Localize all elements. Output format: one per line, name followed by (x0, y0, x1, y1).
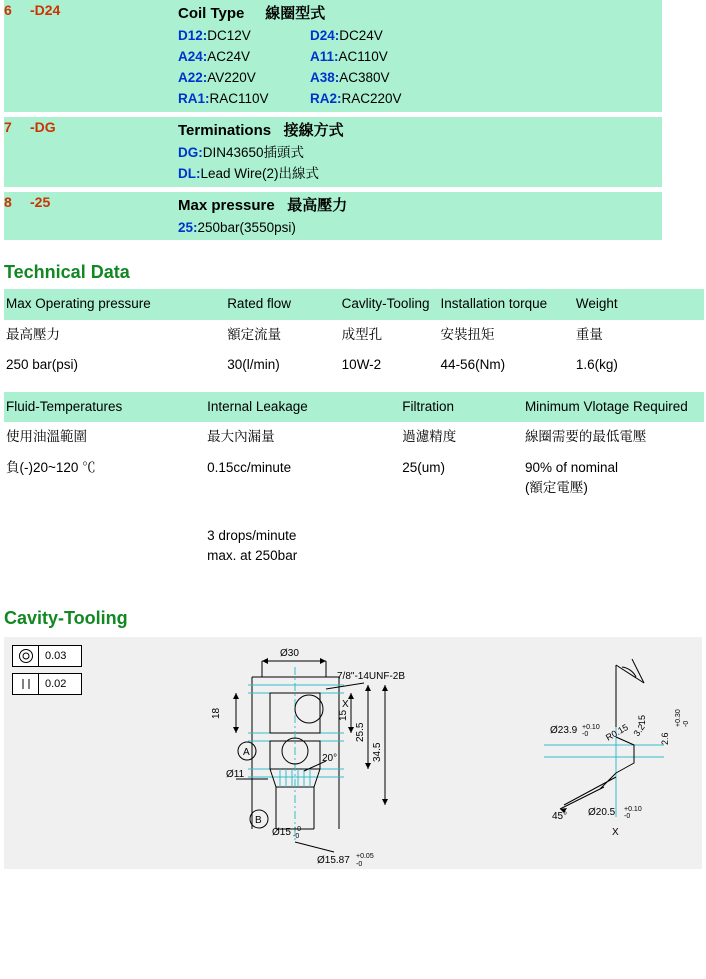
dim-label: 2.6 (660, 732, 670, 745)
option-key: A11: (310, 48, 339, 64)
row-code-cell (30, 0, 178, 112)
option-key: 25: (178, 219, 198, 235)
table-header-row (4, 392, 704, 422)
column-header: Weight (574, 289, 704, 319)
option-key: DL: (178, 165, 201, 181)
axis-label: X (612, 826, 619, 838)
ordering-code-table (4, 0, 662, 240)
leakage-line-1: 3 drops/minute (207, 528, 297, 544)
parallelism-symbol (18, 676, 34, 692)
option-value: AC24V (207, 48, 251, 64)
tolerance-label: +0 (293, 825, 301, 833)
table-cell: 安裝扭矩 (439, 320, 574, 350)
table-row (4, 503, 704, 572)
table-cell: 0.15cc/minute (205, 453, 400, 504)
option-title-cn: 線圈型式 (265, 5, 326, 22)
option-title-en: Max pressure (178, 196, 275, 214)
table-cell: 成型孔 (340, 320, 439, 350)
option-key: RA2: (310, 90, 342, 106)
row-desc-cell (178, 0, 662, 112)
option-key: D24: (310, 28, 340, 43)
table-cell: 44-56(Nm) (439, 350, 574, 380)
column-header: Installation torque (439, 289, 574, 319)
option-title (178, 2, 662, 26)
option-line (178, 89, 662, 110)
row-code: -D24 (30, 2, 61, 18)
option-item (178, 26, 310, 47)
dim-label: 45° (552, 810, 568, 822)
column-header: Filtration (400, 392, 523, 422)
dim-label: 15 (637, 714, 647, 725)
dim-label: 34.5 (372, 742, 383, 762)
row-number: 6 (4, 2, 12, 18)
option-line (178, 47, 662, 68)
table-cell (400, 503, 523, 572)
option-title-en: Terminations (178, 121, 272, 139)
column-header: Fluid-Temperatures (4, 392, 205, 422)
option-value: Lead Wire(2)出線式 (200, 165, 320, 181)
row-number-cell (4, 117, 30, 187)
table-row (4, 117, 662, 187)
option-value: DIN43650插頭式 (202, 144, 305, 160)
table-cell: 1.6(kg) (574, 350, 704, 380)
technical-data-table-2 (4, 392, 704, 572)
table-row (4, 0, 662, 112)
tolerance-label: -0 (624, 812, 631, 820)
option-item (178, 47, 310, 68)
dim-label: Ø20.5 (588, 806, 616, 818)
option-item (310, 26, 450, 47)
table-cell: 重量 (574, 320, 704, 350)
dim-label: Ø23.9 (550, 724, 578, 736)
option-key: A38: (310, 69, 340, 85)
dim-label: 7/8"-14UNF-2B (337, 670, 406, 682)
dim-label: 15 (338, 709, 349, 721)
option-value: 250bar(3550psi) (197, 219, 296, 235)
table-row (4, 350, 704, 380)
row-number: 7 (4, 118, 12, 135)
column-header: Max Operating pressure (4, 289, 225, 319)
option-key: A22: (178, 69, 208, 85)
option-title (178, 194, 662, 218)
row-desc-cell (178, 117, 662, 187)
tolerance-label: -0 (683, 720, 690, 727)
column-header: Rated flow (225, 289, 339, 319)
voltage-line-2: (額定電壓) (524, 479, 588, 495)
gdt-concentricity-box (12, 645, 82, 667)
cavity-tooling-heading: Cavity-Tooling (4, 607, 128, 628)
table-row (4, 192, 662, 241)
option-line (178, 68, 662, 89)
concentricity-symbol (18, 648, 34, 664)
tolerance-label: +0.05 (356, 852, 374, 860)
option-item (178, 89, 310, 110)
voltage-line-1: 90% of nominal (524, 459, 618, 475)
table-header-row (4, 289, 704, 319)
row-code-cell (30, 117, 178, 187)
option-value: AC380V (339, 69, 390, 85)
row-code: -25 (30, 193, 51, 210)
table-row (4, 453, 704, 504)
dim-label: 20° (322, 752, 338, 764)
technical-data-heading: Technical Data (4, 262, 130, 283)
dim-label: 3.2 (631, 721, 647, 738)
option-title-en: Coil Type (178, 5, 245, 22)
table-cell: 最高壓力 (4, 320, 225, 350)
row-code-cell (30, 192, 178, 241)
table-row (4, 422, 704, 452)
table-cell: 線圈需要的最低電壓 (523, 422, 704, 452)
option-value: DC12V (207, 28, 251, 43)
technical-data-table-1 (4, 289, 704, 380)
tolerance-label: -0 (582, 730, 589, 738)
option-item (310, 89, 450, 110)
column-header: Internal Leakage (205, 392, 400, 422)
option-value: RAC220V (341, 90, 402, 106)
table-cell: 負(-)20~120 ℃ (4, 453, 205, 504)
dim-label: Ø30 (280, 647, 299, 659)
concentricity-icon (13, 646, 39, 666)
option-key: DG: (178, 144, 203, 160)
tolerance-label: +0.10 (624, 805, 642, 813)
option-item (310, 68, 450, 89)
option-title-cn: 接線方式 (283, 121, 344, 139)
table-cell: 25(um) (400, 453, 523, 504)
dim-label: 18 (211, 707, 222, 719)
column-header: Cavlity-Tooling (340, 289, 439, 319)
dim-label: Ø15.87 (317, 854, 350, 866)
option-key: A24: (178, 48, 208, 64)
option-line (178, 143, 662, 164)
spacer (207, 508, 396, 526)
tolerance-label: -0 (293, 832, 300, 840)
option-item (310, 47, 450, 68)
option-value: AC110V (338, 48, 388, 64)
row-number-cell (4, 0, 30, 112)
tolerance-label: +0.10 (582, 723, 600, 731)
option-line (178, 218, 662, 239)
row-number-cell (4, 192, 30, 241)
tolerance-label: -0 (356, 860, 363, 868)
row-number: 8 (4, 193, 12, 210)
option-title (178, 119, 662, 143)
balloon-label: B (255, 814, 262, 826)
table-cell (523, 503, 704, 572)
option-key: D12: (178, 28, 208, 43)
option-value: RAC110V (209, 90, 269, 106)
tolerance-label: +0.30 (675, 708, 682, 727)
option-key: RA1: (178, 90, 210, 106)
balloon-label: A (243, 746, 250, 758)
table-row (4, 320, 704, 350)
option-value: AV220V (207, 69, 256, 85)
option-value: DC24V (339, 28, 383, 43)
cavity-tooling-drawing (4, 637, 702, 869)
dim-label: Ø11 (226, 768, 245, 780)
table-cell: 30(l/min) (225, 350, 339, 380)
gdt-value: 0.03 (45, 649, 67, 662)
row-desc-cell (178, 192, 662, 241)
leakage-line-2: max. at 250bar (207, 548, 298, 564)
table-cell: 過濾精度 (400, 422, 523, 452)
dim-label: Ø15 (272, 826, 291, 838)
table-cell: 額定流量 (225, 320, 339, 350)
dim-label: 25.5 (355, 722, 366, 742)
axis-label: X (342, 698, 349, 710)
table-cell: 250 bar(psi) (4, 350, 225, 380)
option-item (178, 68, 310, 89)
parallelism-icon (13, 674, 39, 694)
table-cell: 10W-2 (340, 350, 439, 380)
dim-label: R0.15 (604, 721, 630, 743)
option-title-cn: 最高壓力 (287, 196, 348, 214)
gdt-parallelism-box (12, 673, 82, 695)
option-line (178, 164, 662, 185)
table-cell: 最大內漏量 (205, 422, 400, 452)
table-cell-voltage (523, 453, 704, 504)
table-cell (4, 503, 205, 572)
option-line (178, 26, 662, 47)
column-header: Minimum Vlotage Required (523, 392, 704, 422)
table-cell: 使用油溫範圍 (4, 422, 205, 452)
gdt-value: 0.02 (45, 677, 67, 690)
table-cell-leakage (205, 503, 400, 572)
row-code: -DG (30, 118, 56, 135)
cavity-drawing-svg (4, 637, 702, 869)
